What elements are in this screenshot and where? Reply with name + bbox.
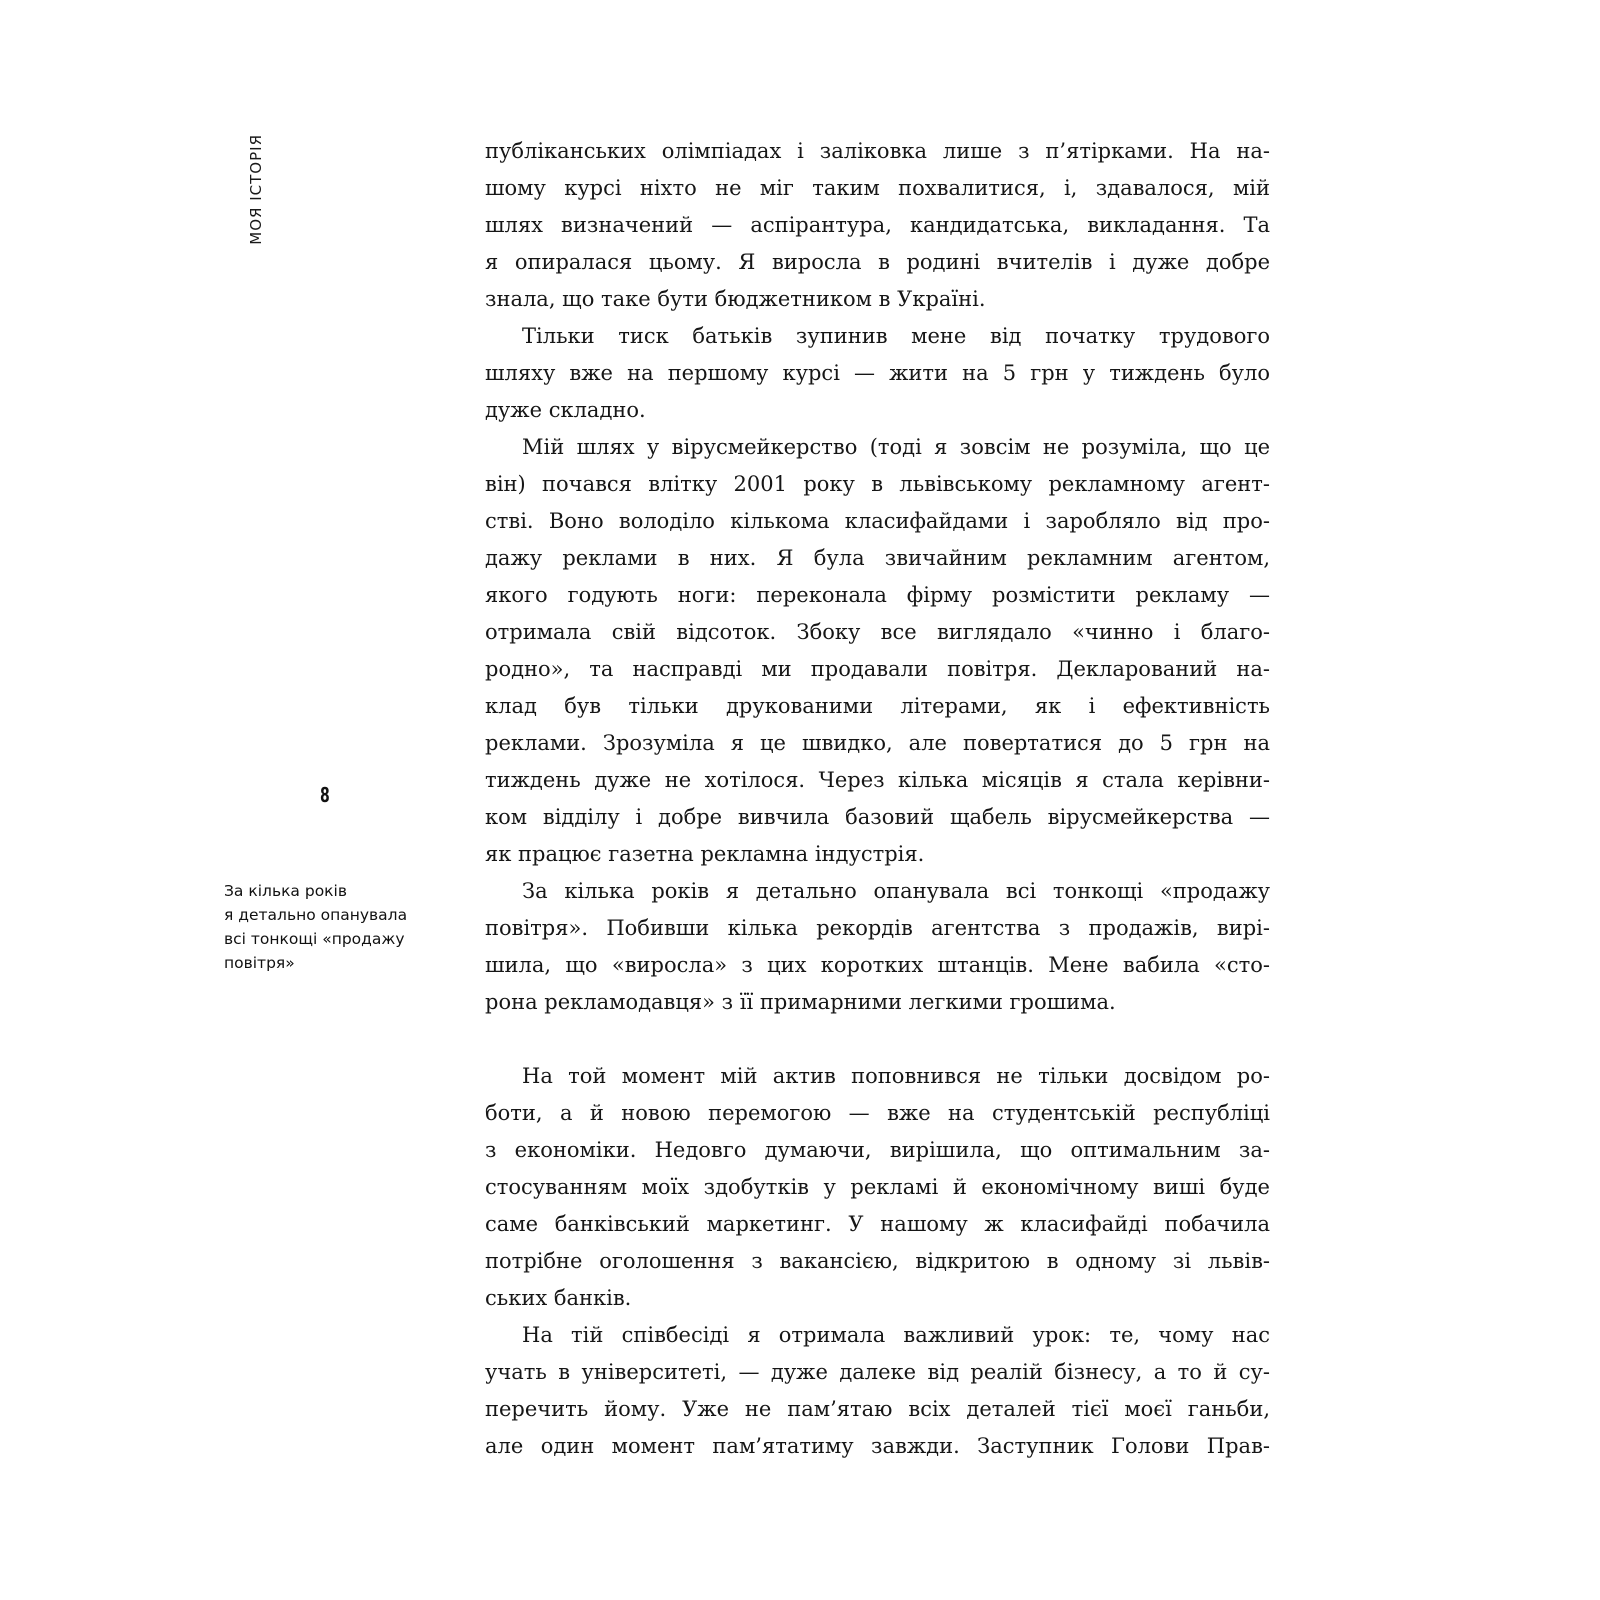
page-number: 8 bbox=[320, 783, 330, 807]
text-line: ських банків. bbox=[485, 1286, 632, 1310]
body-text bbox=[485, 133, 1270, 1465]
text-line: але один момент пам’ятатиму завжди. Заступник Голови Прав- bbox=[485, 1434, 1270, 1458]
pull-quote-line: всі тонкощі «продажу bbox=[224, 930, 405, 948]
text-line: тиждень дуже не хотілося. Через кілька місяців я стала керівни- bbox=[485, 768, 1270, 792]
text-line: дажу реклами в них. Я була звичайним рекламним агентом, bbox=[485, 546, 1270, 570]
text-line: як працює газетна рекламна індустрія. bbox=[485, 842, 925, 866]
pull-quote-line: повітря» bbox=[224, 954, 295, 972]
text-line: родно», та насправді ми продавали повітря. Декларований на- bbox=[485, 657, 1270, 681]
text-line: знала, що таке бути бюджетником в Україні. bbox=[485, 287, 986, 311]
pull-quote-line: я детально опанувала bbox=[224, 906, 408, 924]
text-line: учать в університеті, — дуже далеке від реалій бізнесу, а то й су- bbox=[485, 1360, 1270, 1384]
text-line: публіканських олімпіадах і заліковка лише з п’ятірками. На на- bbox=[485, 139, 1270, 163]
text-line: з економіки. Недовго думаючи, вирішила, що оптимальним за- bbox=[485, 1138, 1270, 1162]
text-line: повітря». Побивши кілька рекордів агентства з продажів, вирі- bbox=[485, 916, 1270, 940]
section-break bbox=[485, 1021, 1270, 1058]
text-line: На тій співбесіді я отримала важливий урок: те, чому нас bbox=[522, 1323, 1270, 1347]
text-line: боти, а й новою перемогою — вже на студентській республіці bbox=[485, 1101, 1270, 1125]
text-line: Мій шлях у вірусмейкерство (тоді я зовсім не розуміла, що це bbox=[522, 435, 1270, 459]
text-line: За кілька років я детально опанувала всі тонкощі «продажу bbox=[522, 879, 1270, 903]
text-line: шлях визначений — аспірантура, кандидатська, викладання. Та bbox=[485, 213, 1270, 237]
text-line: ком відділу і добре вивчила базовий щабель вірусмейкерства — bbox=[485, 805, 1270, 829]
text-line: дуже складно. bbox=[485, 398, 646, 422]
text-line: На той момент мій актив поповнився не тільки досвідом ро- bbox=[522, 1064, 1270, 1088]
text-line: шила, що «виросла» з цих коротких штанців. Мене вабила «сто- bbox=[485, 953, 1270, 977]
text-line: Тільки тиск батьків зупинив мене від початку трудового bbox=[522, 324, 1270, 348]
text-line: рона рекламодавця» з її примарними легкими грошима. bbox=[485, 990, 1116, 1014]
text-line: саме банківський маркетинг. У нашому ж класифайді побачила bbox=[485, 1212, 1270, 1236]
text-line: стосуванням моїх здобутків у рекламі й економічному виші буде bbox=[485, 1175, 1270, 1199]
text-line: перечить йому. Уже не пам’ятаю всіх деталей тієї моєї ганьби, bbox=[485, 1397, 1270, 1421]
text-line: реклами. Зрозуміла я це швидко, але повертатися до 5 грн на bbox=[485, 731, 1270, 755]
text-line: отримала свій відсоток. Збоку все виглядало «чинно і благо- bbox=[485, 620, 1270, 644]
text-line: стві. Воно володіло кількома класифайдами і заробляло від про- bbox=[485, 509, 1270, 533]
text-line: шляху вже на першому курсі — жити на 5 грн у тиждень було bbox=[485, 361, 1270, 385]
running-head: МОЯ ІСТОРІЯ bbox=[247, 134, 265, 245]
text-line: шому курсі ніхто не міг таким похвалитися, і, здавалося, мій bbox=[485, 176, 1270, 200]
text-line: потрібне оголошення з вакансією, відкритою в одному зі львів- bbox=[485, 1249, 1270, 1273]
text-line: він) почався влітку 2001 року в львівському рекламному агент- bbox=[485, 472, 1270, 496]
text-line: якого годують ноги: переконала фірму розмістити рекламу — bbox=[485, 583, 1270, 607]
text-line: клад був тільки друкованими літерами, як і ефективність bbox=[485, 694, 1270, 718]
text-line: я опиралася цьому. Я виросла в родині вчителів і дуже добре bbox=[485, 250, 1270, 274]
pull-quote bbox=[224, 879, 434, 975]
pull-quote-line: За кілька років bbox=[224, 882, 347, 900]
